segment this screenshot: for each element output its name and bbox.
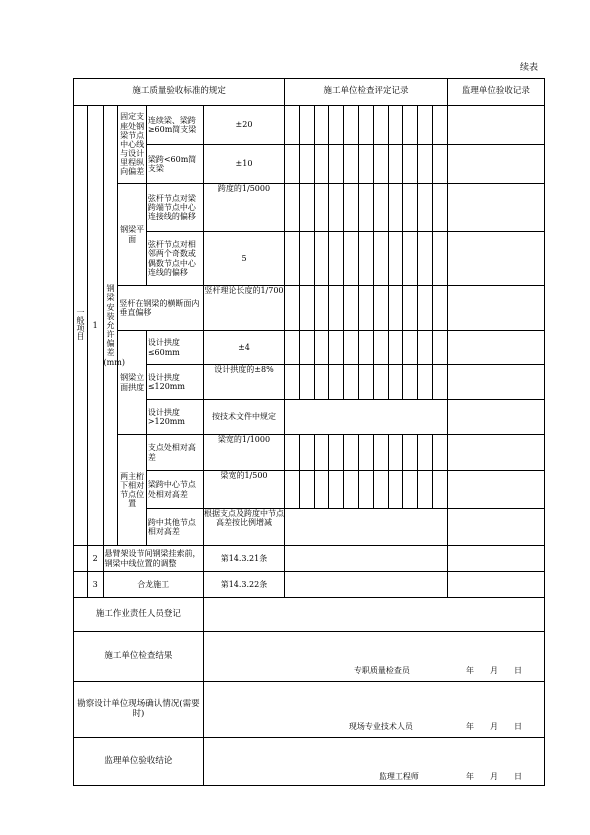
check-cell[interactable] bbox=[285, 365, 300, 400]
check-cell[interactable] bbox=[373, 184, 388, 232]
footer-design-cell[interactable] bbox=[203, 682, 544, 738]
check-cell[interactable] bbox=[344, 106, 359, 145]
check-cell[interactable] bbox=[388, 232, 403, 286]
check-cell[interactable] bbox=[359, 106, 374, 145]
check-cell[interactable] bbox=[285, 106, 300, 145]
row-req: 5 bbox=[203, 232, 284, 286]
row-req: 梁宽的1/500 bbox=[203, 471, 284, 509]
item2-number: 2 bbox=[87, 546, 103, 572]
merged-check-cell[interactable] bbox=[285, 400, 448, 435]
row-req: 跨度的1/5000 bbox=[203, 184, 284, 232]
item1-number: 1 bbox=[87, 106, 103, 546]
group3-label: 钢梁立面拱度 bbox=[118, 331, 147, 435]
check-cell[interactable] bbox=[329, 471, 344, 509]
group4-label: 两主桁下相对节点位置 bbox=[118, 435, 147, 546]
check-cell[interactable] bbox=[329, 365, 344, 400]
item3-ref: 第14.3.22条 bbox=[203, 572, 284, 598]
supervisor-cell[interactable] bbox=[447, 365, 544, 400]
check-cell[interactable] bbox=[418, 331, 433, 365]
check-cell[interactable] bbox=[344, 232, 359, 286]
check-cell[interactable] bbox=[329, 145, 344, 184]
check-cell[interactable] bbox=[432, 435, 447, 471]
check-cell[interactable] bbox=[344, 365, 359, 400]
check-cell[interactable] bbox=[373, 286, 388, 331]
check-cell[interactable] bbox=[285, 471, 300, 509]
supervisor-cell[interactable] bbox=[447, 106, 544, 145]
check-cell[interactable] bbox=[432, 106, 447, 145]
check-cell[interactable] bbox=[418, 184, 433, 232]
check-cell[interactable] bbox=[359, 365, 374, 400]
check-cell[interactable] bbox=[359, 232, 374, 286]
footer-label-design: 勘察设计单位现场确认情况(需要时) bbox=[74, 682, 204, 738]
section-spacer bbox=[74, 546, 88, 572]
design-signer: 现场专业技术人员 bbox=[348, 721, 413, 731]
footer-workers-cell[interactable] bbox=[203, 598, 544, 632]
check-cell[interactable] bbox=[314, 435, 329, 471]
row-req: 竖杆理论长度的1/700 bbox=[203, 286, 284, 331]
check-cell[interactable] bbox=[432, 365, 447, 400]
row-desc: 支点处相对高差 bbox=[146, 435, 203, 471]
check-cell[interactable] bbox=[344, 145, 359, 184]
check-cell[interactable] bbox=[314, 232, 329, 286]
continued-label: 续表 bbox=[520, 63, 539, 73]
group2-label: 钢梁平面 bbox=[118, 184, 147, 286]
footer-supervisor-cell[interactable] bbox=[203, 738, 544, 786]
check-cell[interactable] bbox=[299, 435, 314, 471]
check-cell[interactable] bbox=[373, 471, 388, 509]
row-desc: 梁跨中心节点处相对高差 bbox=[146, 471, 203, 509]
section-spacer bbox=[74, 572, 88, 598]
check-cell[interactable] bbox=[314, 331, 329, 365]
check-cell[interactable] bbox=[388, 184, 403, 232]
row-req: 根据支点及跨度中节点高差按比例增减 bbox=[203, 509, 284, 546]
check-cell[interactable] bbox=[314, 145, 329, 184]
check-cell[interactable] bbox=[329, 184, 344, 232]
supervisor-signer: 监理工程师 bbox=[378, 771, 419, 781]
check-cell[interactable] bbox=[403, 184, 418, 232]
row-req: ±4 bbox=[203, 331, 284, 365]
design-date: 年 月 日 bbox=[466, 721, 522, 731]
check-cell[interactable] bbox=[418, 106, 433, 145]
check-cell[interactable] bbox=[285, 435, 300, 471]
merged-check-cell[interactable] bbox=[285, 546, 448, 572]
row-desc: 弦杆节点对梁跨端节点中心连接线的偏移 bbox=[146, 184, 203, 232]
row-desc: 梁跨<60m简支梁 bbox=[146, 145, 203, 184]
check-cell[interactable] bbox=[373, 331, 388, 365]
check-cell[interactable] bbox=[359, 435, 374, 471]
check-cell[interactable] bbox=[373, 365, 388, 400]
check-cell[interactable] bbox=[359, 184, 374, 232]
check-cell[interactable] bbox=[388, 365, 403, 400]
header-contractor: 施工单位检查评定记录 bbox=[285, 79, 448, 106]
check-cell[interactable] bbox=[388, 471, 403, 509]
row-desc: 设计拱度≤120mm bbox=[146, 365, 203, 400]
row-req: ±20 bbox=[203, 106, 284, 145]
check-cell[interactable] bbox=[432, 331, 447, 365]
row-desc: 弦杆节点对相邻两个奇数或偶数节点中心连线的偏移 bbox=[146, 232, 203, 286]
supervisor-cell[interactable] bbox=[447, 546, 544, 572]
supervisor-cell[interactable] bbox=[447, 471, 544, 509]
check-cell[interactable] bbox=[373, 106, 388, 145]
check-cell[interactable] bbox=[373, 232, 388, 286]
check-cell[interactable] bbox=[344, 286, 359, 331]
check-cell[interactable] bbox=[285, 286, 300, 331]
footer-contractor-cell[interactable] bbox=[203, 632, 544, 682]
supervisor-cell[interactable] bbox=[447, 184, 544, 232]
check-cell[interactable] bbox=[359, 286, 374, 331]
check-cell[interactable] bbox=[403, 106, 418, 145]
item1-label: 钢梁安装允许偏差(mm) bbox=[103, 106, 118, 546]
check-cell[interactable] bbox=[344, 331, 359, 365]
check-cell[interactable] bbox=[388, 435, 403, 471]
check-cell[interactable] bbox=[388, 286, 403, 331]
supervisor-cell[interactable] bbox=[447, 435, 544, 471]
check-cell[interactable] bbox=[432, 184, 447, 232]
check-cell[interactable] bbox=[432, 471, 447, 509]
contractor-date: 年 月 日 bbox=[466, 665, 522, 675]
check-cell[interactable] bbox=[299, 145, 314, 184]
check-cell[interactable] bbox=[299, 471, 314, 509]
footer-label-contractor: 施工单位检查结果 bbox=[74, 632, 204, 682]
supervisor-date: 年 月 日 bbox=[466, 771, 522, 781]
check-cell[interactable] bbox=[299, 106, 314, 145]
item3-number: 3 bbox=[87, 572, 103, 598]
check-cell[interactable] bbox=[299, 365, 314, 400]
check-cell[interactable] bbox=[359, 145, 374, 184]
check-cell[interactable] bbox=[359, 331, 374, 365]
supervisor-cell[interactable] bbox=[447, 145, 544, 184]
supervisor-cell[interactable] bbox=[447, 400, 544, 435]
check-cell[interactable] bbox=[285, 145, 300, 184]
row-req: ±10 bbox=[203, 145, 284, 184]
check-cell[interactable] bbox=[403, 471, 418, 509]
check-cell[interactable] bbox=[329, 286, 344, 331]
check-cell[interactable] bbox=[403, 435, 418, 471]
check-cell[interactable] bbox=[285, 232, 300, 286]
row-req: 梁宽的1/1000 bbox=[203, 435, 284, 471]
check-cell[interactable] bbox=[359, 471, 374, 509]
check-cell[interactable] bbox=[299, 331, 314, 365]
item2-desc: 悬臂架设节间钢梁挂索前，钢梁中线位置的调整 bbox=[103, 546, 203, 572]
check-cell[interactable] bbox=[329, 331, 344, 365]
check-cell[interactable] bbox=[344, 435, 359, 471]
check-cell[interactable] bbox=[418, 435, 433, 471]
check-cell[interactable] bbox=[418, 145, 433, 184]
check-cell[interactable] bbox=[299, 286, 314, 331]
item2-ref: 第14.3.21条 bbox=[203, 546, 284, 572]
row-desc: 设计拱度≤60mm bbox=[146, 331, 203, 365]
check-cell[interactable] bbox=[418, 471, 433, 509]
check-cell[interactable] bbox=[418, 232, 433, 286]
check-cell[interactable] bbox=[285, 184, 300, 232]
check-cell[interactable] bbox=[388, 106, 403, 145]
section-label: 一般项目 bbox=[74, 106, 88, 546]
check-cell[interactable] bbox=[373, 435, 388, 471]
check-cell[interactable] bbox=[344, 471, 359, 509]
contractor-signer: 专职质量检查员 bbox=[353, 665, 410, 675]
row-req: 设计拱度的±8% bbox=[203, 365, 284, 400]
supervisor-cell[interactable] bbox=[447, 286, 544, 331]
row-desc: 设计拱度>120mm bbox=[146, 400, 203, 435]
check-cell[interactable] bbox=[403, 232, 418, 286]
header-supervisor: 监理单位验收记录 bbox=[447, 79, 544, 106]
supervisor-cell[interactable] bbox=[447, 572, 544, 598]
row-desc: 竖杆在钢梁的横断面内垂直偏移 bbox=[118, 286, 204, 331]
check-cell[interactable] bbox=[285, 331, 300, 365]
check-cell[interactable] bbox=[329, 232, 344, 286]
check-cell[interactable] bbox=[403, 365, 418, 400]
footer-label-supervisor: 监理单位验收结论 bbox=[74, 738, 204, 786]
row-desc: 连续梁、梁跨≥60m简支梁 bbox=[146, 106, 203, 145]
check-cell[interactable] bbox=[432, 232, 447, 286]
check-cell[interactable] bbox=[432, 145, 447, 184]
supervisor-cell[interactable] bbox=[447, 509, 544, 546]
merged-check-cell[interactable] bbox=[285, 509, 448, 546]
check-cell[interactable] bbox=[314, 106, 329, 145]
row-desc: 跨中其他节点相对高差 bbox=[146, 509, 203, 546]
check-cell[interactable] bbox=[344, 184, 359, 232]
supervisor-cell[interactable] bbox=[447, 331, 544, 365]
row-req: 按技术文件中规定 bbox=[203, 400, 284, 435]
check-cell[interactable] bbox=[329, 435, 344, 471]
check-cell[interactable] bbox=[388, 331, 403, 365]
check-cell[interactable] bbox=[403, 286, 418, 331]
check-cell[interactable] bbox=[418, 286, 433, 331]
check-cell[interactable] bbox=[299, 184, 314, 232]
footer-label-workers: 施工作业责任人员登记 bbox=[74, 598, 204, 632]
check-cell[interactable] bbox=[314, 365, 329, 400]
merged-check-cell[interactable] bbox=[285, 572, 448, 598]
inspection-table bbox=[73, 78, 545, 786]
check-cell[interactable] bbox=[299, 232, 314, 286]
check-cell[interactable] bbox=[314, 184, 329, 232]
check-cell[interactable] bbox=[314, 471, 329, 509]
check-cell[interactable] bbox=[373, 145, 388, 184]
check-cell[interactable] bbox=[388, 145, 403, 184]
group1-label: 固定支座处钢梁节点中心线与设计里程纵向偏差 bbox=[118, 106, 147, 184]
supervisor-cell[interactable] bbox=[447, 232, 544, 286]
check-cell[interactable] bbox=[418, 365, 433, 400]
check-cell[interactable] bbox=[432, 286, 447, 331]
item3-desc: 合龙施工 bbox=[103, 572, 203, 598]
check-cell[interactable] bbox=[329, 106, 344, 145]
header-standard: 施工质量验收标准的规定 bbox=[74, 79, 285, 106]
check-cell[interactable] bbox=[403, 331, 418, 365]
check-cell[interactable] bbox=[314, 286, 329, 331]
check-cell[interactable] bbox=[403, 145, 418, 184]
